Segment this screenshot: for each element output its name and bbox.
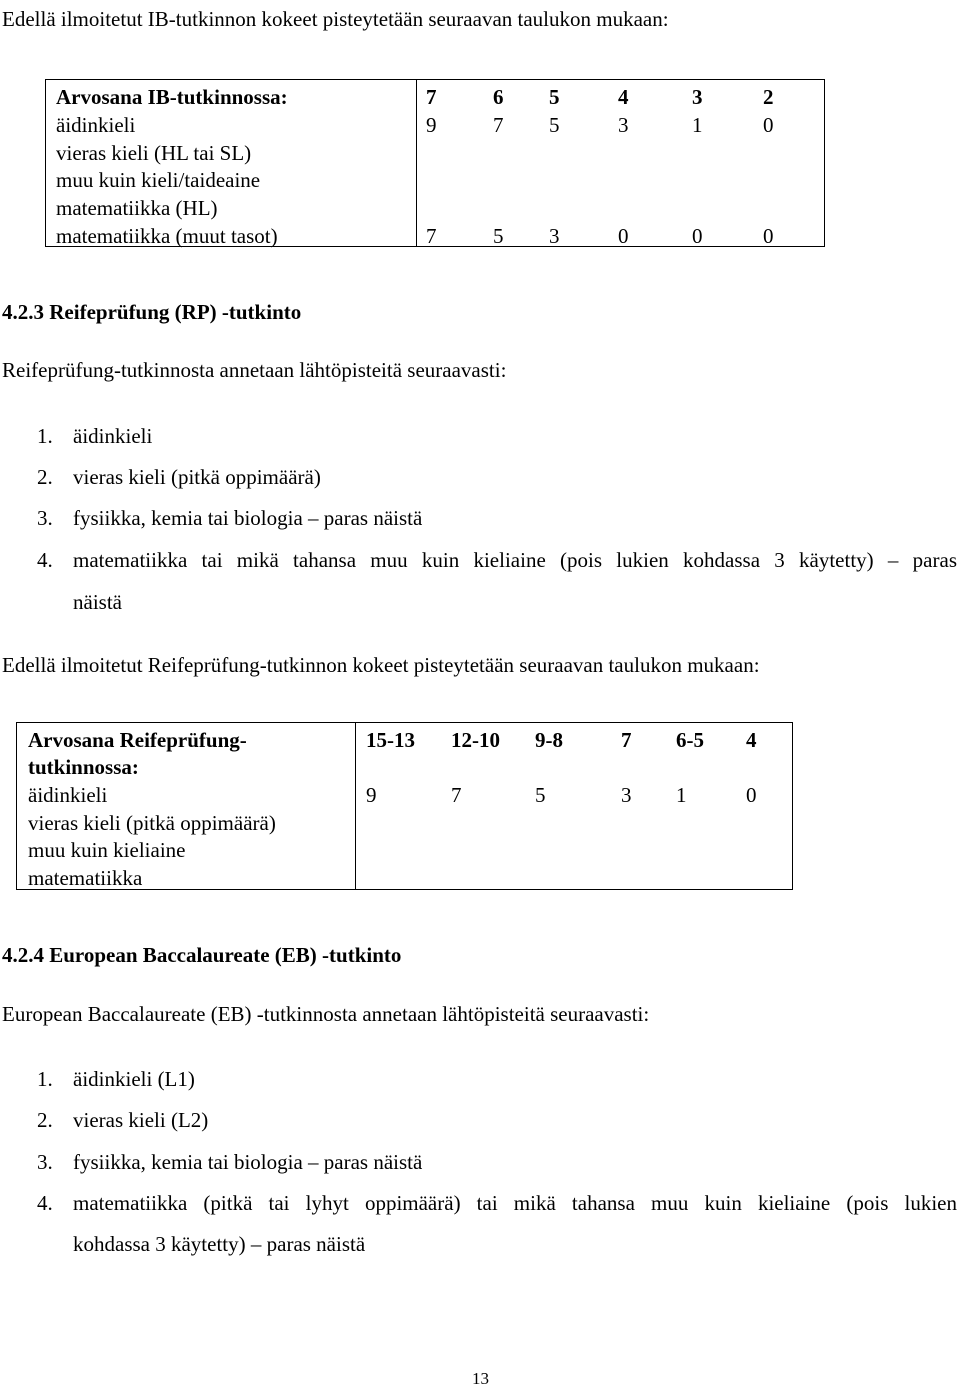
rp-table-value: 0 [746, 783, 757, 807]
rp-list-number: 2. [37, 465, 53, 489]
rp-table-header-value: 9-8 [535, 728, 563, 752]
rp-table-intro-text: Edellä ilmoitetut Reifeprüfung-tutkinnon kokeet pisteytetään seuraavan taulukon mukaan: [2, 653, 760, 677]
rp-table-value: 7 [451, 783, 462, 807]
rp-list-item-continuation: näistä [73, 590, 122, 614]
rp-list-number: 3. [37, 506, 53, 530]
rp-table-header-value: 12-10 [451, 728, 500, 752]
eb-list-number: 1. [37, 1067, 53, 1091]
eb-section-heading: 4.2.4 European Baccalaureate (EB) -tutkinto [2, 943, 402, 967]
ib-table-header-value: 5 [549, 85, 560, 109]
page-number: 13 [472, 1369, 489, 1388]
ib-table-divider [416, 80, 417, 246]
rp-grade-table [16, 722, 793, 890]
rp-list-item: äidinkieli [73, 424, 153, 448]
rp-table-value: 1 [676, 783, 687, 807]
ib-table-value: 5 [493, 224, 504, 248]
rp-list-number: 1. [37, 424, 53, 448]
rp-list-item: matematiikka tai mikä tahansa muu kuin kieliaine (pois lukien kohdassa 3 käytetty) – paras [73, 548, 957, 572]
eb-list-number: 2. [37, 1108, 53, 1132]
eb-list-number: 4. [37, 1191, 53, 1215]
ib-intro-text: Edellä ilmoitetut IB-tutkinnon kokeet pisteytetään seuraavan taulukon mukaan: [2, 7, 669, 31]
eb-list-item: fysiikka, kemia tai biologia – paras näistä [73, 1150, 423, 1174]
rp-table-subject: muu kuin kieliaine [28, 838, 186, 862]
ib-table-value: 5 [549, 113, 560, 137]
rp-table-subject: äidinkieli [28, 783, 108, 807]
eb-list-number: 3. [37, 1150, 53, 1174]
rp-intro-text: Reifeprüfung-tutkinnosta annetaan lähtöpisteitä seuraavasti: [2, 358, 507, 382]
ib-grade-table [45, 79, 825, 247]
ib-table-subject: äidinkieli [56, 113, 136, 137]
ib-table-value: 0 [692, 224, 703, 248]
ib-table-value: 7 [493, 113, 504, 137]
ib-table-value: 9 [426, 113, 437, 137]
eb-list-item: äidinkieli (L1) [73, 1067, 195, 1091]
ib-table-header-value: 4 [618, 85, 629, 109]
rp-list-number: 4. [37, 548, 53, 572]
rp-table-value: 9 [366, 783, 377, 807]
ib-table-subject: muu kuin kieli/taideaine [56, 168, 261, 192]
ib-table-value: 3 [549, 224, 560, 248]
rp-table-header-label: Arvosana Reifeprüfung- [28, 728, 247, 752]
ib-table-header-value: 6 [493, 85, 504, 109]
rp-table-value: 5 [535, 783, 546, 807]
rp-table-header-value: 7 [621, 728, 632, 752]
rp-table-value: 3 [621, 783, 632, 807]
eb-list-item: vieras kieli (L2) [73, 1108, 209, 1132]
ib-table-value: 3 [618, 113, 629, 137]
rp-table-header-value: 15-13 [366, 728, 415, 752]
rp-list-item: vieras kieli (pitkä oppimäärä) [73, 465, 321, 489]
ib-table-subject: vieras kieli (HL tai SL) [56, 141, 252, 165]
rp-list-item: fysiikka, kemia tai biologia – paras näistä [73, 506, 423, 530]
eb-list-item: matematiikka (pitkä tai lyhyt oppimäärä) tai mikä tahansa muu kuin kieliaine (pois lukien [73, 1191, 957, 1215]
rp-section-heading: 4.2.3 Reifeprüfung (RP) -tutkinto [2, 300, 302, 324]
ib-table-value: 0 [763, 113, 774, 137]
ib-table-header-label: Arvosana IB-tutkinnossa: [56, 85, 288, 109]
ib-table-header-value: 7 [426, 85, 437, 109]
rp-table-header-value: 4 [746, 728, 757, 752]
rp-table-divider [355, 723, 356, 889]
rp-table-header-label: tutkinnossa: [28, 755, 139, 779]
ib-table-value: 0 [618, 224, 629, 248]
eb-intro-text: European Baccalaureate (EB) -tutkinnosta annetaan lähtöpisteitä seuraavasti: [2, 1002, 650, 1026]
rp-table-header-value: 6-5 [676, 728, 704, 752]
ib-table-header-value: 2 [763, 85, 774, 109]
ib-table-subject: matematiikka (muut tasot) [56, 224, 278, 248]
eb-list-item-continuation: kohdassa 3 käytetty) – paras näistä [73, 1232, 366, 1256]
ib-table-value: 0 [763, 224, 774, 248]
ib-table-header-value: 3 [692, 85, 703, 109]
rp-table-subject: matematiikka [28, 866, 143, 890]
ib-table-subject: matematiikka (HL) [56, 196, 218, 220]
rp-table-subject: vieras kieli (pitkä oppimäärä) [28, 811, 276, 835]
ib-table-value: 1 [692, 113, 703, 137]
ib-table-value: 7 [426, 224, 437, 248]
